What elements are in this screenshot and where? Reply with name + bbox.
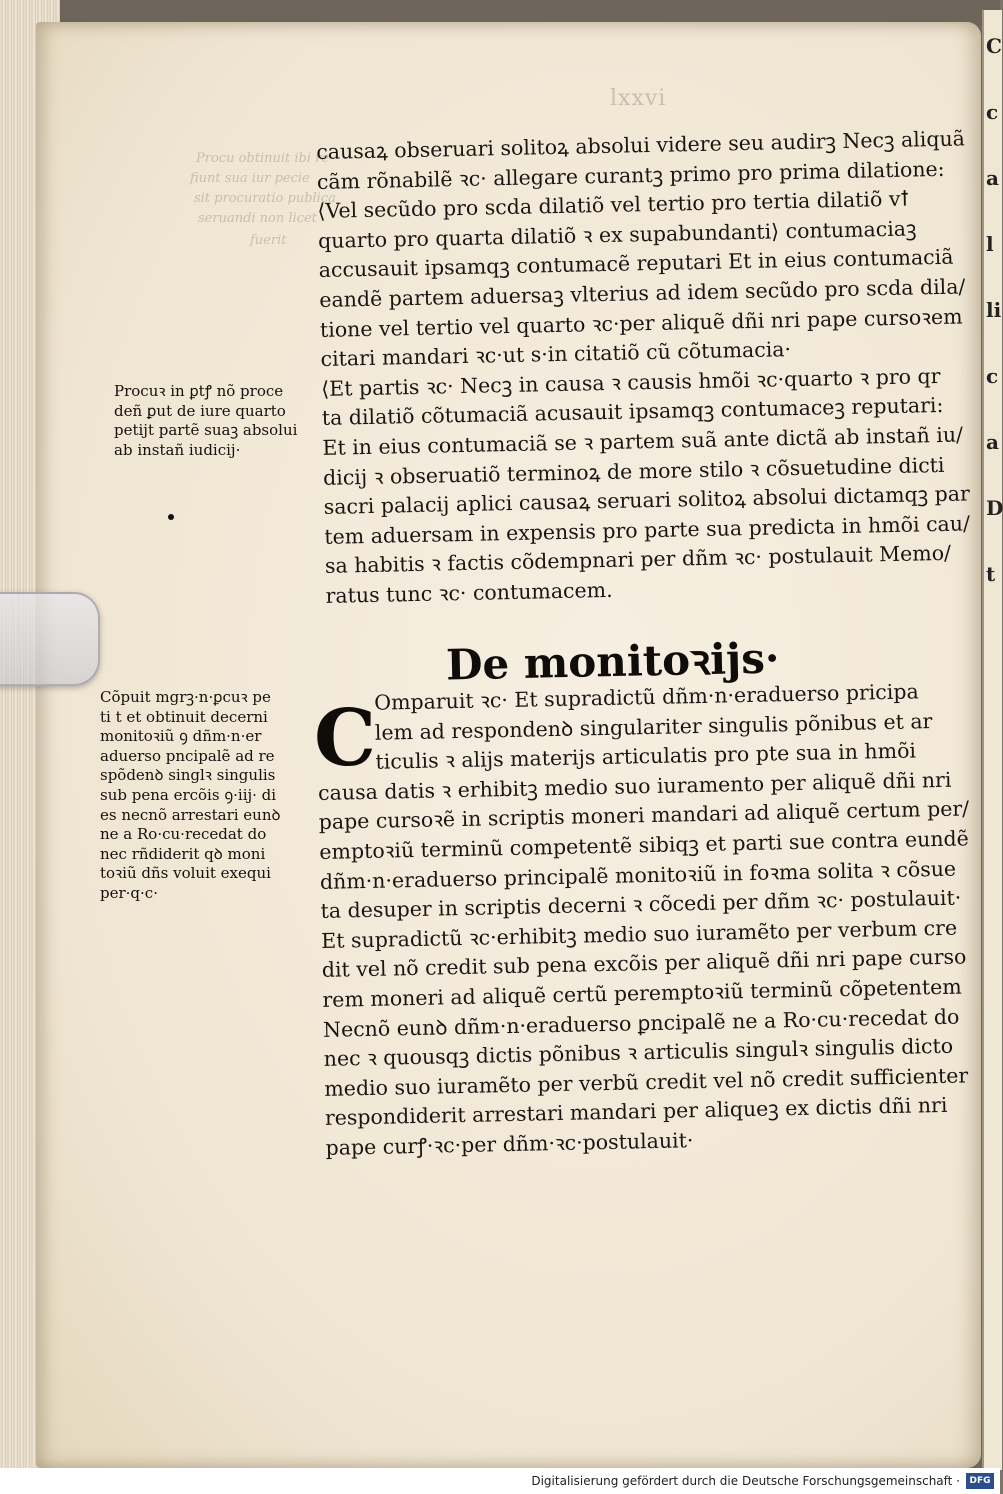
note-line: petijt partẽ suaꝫ absolui: [114, 421, 298, 440]
note-line: monitoꝛiũ ꝯ dñm·n·er: [100, 727, 262, 746]
note-line: per·q·c·: [100, 883, 158, 902]
facing-glyph: C: [986, 34, 1002, 58]
text-line: quarto pro quarta dilatiõ ꝛ ex supabundanti⟩ contumaciaꝫ: [317, 216, 917, 253]
text-line: accusauit ipsamqꝫ contumacẽ reputari Et in eius contumaciã: [318, 245, 954, 283]
note-line: aduerso pncipalẽ ad re: [100, 746, 275, 765]
bleed-through-line: sit procuratio publica: [194, 191, 336, 206]
text-line: ratus tunc ꝛc· contumacem.: [325, 577, 613, 608]
text-line: respondiderit arrestari mandari per aliqueꝫ ex dictis dñi nri: [324, 1093, 948, 1131]
facing-glyph: c: [986, 364, 999, 388]
text-line: pape cursoꝛẽ in scriptis moneri mandari ad aliquẽ certum per/: [318, 796, 970, 835]
note-line: es necnõ arrestari eunꝺ: [100, 805, 281, 824]
bleed-through-line: fiunt sua iur pecie: [190, 171, 310, 186]
facing-glyph: c: [986, 100, 999, 124]
text-line: Et in eius contumaciã se ꝛ partem suã ante dictã ab instañ iu/: [322, 422, 964, 460]
note-line: ne a Ro·cu·recedat do: [100, 825, 267, 844]
text-line: ta dilatiõ cõtumaciã acusauit ipsamqꝫ contumaceꝫ reputari:: [321, 393, 944, 431]
text-line: sa habitis ꝛ factis cõdempnari per dñm ꝛc· postulauit Memo/: [324, 541, 952, 579]
text-line: causa datis ꝛ erhibitꝫ medio suo iuramento per aliquẽ dñi nri: [317, 767, 952, 805]
margin-note: [100, 688, 281, 904]
text-line: Et supradictũ ꝛc·erhibitꝫ medio suo iuramẽto per verbum cre: [321, 915, 958, 953]
main-text-block: [316, 125, 971, 611]
text-line: ⟨Et partis ꝛc· Necꝫ in causa ꝛ causis hmõi ꝛc·quarto ꝛ pro qr: [321, 363, 941, 401]
ink-mark: [168, 514, 174, 520]
note-line: ti t et obtinuit decerni: [100, 707, 268, 726]
text-line: emptoꝛiũ terminũ competentẽ sibiqꝫ et parti sue contra eundẽ: [319, 826, 970, 864]
facing-glyph: l: [986, 232, 994, 256]
text-line: sacri palacij aplici causaꝝ seruari solitoꝝ absolui dictamqꝫ par: [323, 481, 971, 520]
dfg-logo: DFG: [966, 1473, 994, 1489]
paper-clip: [0, 592, 100, 686]
note-line: Cõpuit mgrꝫ·n·ꝑcuꝛ pe: [100, 688, 271, 706]
text-line: ⟨Vel secũdo pro scda dilatiõ vel tertio pro tertia dilatiõ vꝉ: [317, 186, 910, 224]
text-line: ta desuper in scriptis decerni ꝛ cõcedi per dñm ꝛc· postulauit·: [320, 885, 962, 924]
note-line: Procuꝛ in ꝑtꝭ nõ proce: [114, 382, 284, 400]
text-line: nec ꝛ quousqꝫ dictis põnibus ꝛ articulis singulꝛ singulis dicto: [323, 1033, 954, 1072]
text-line: dñm·n·eraduerso principalẽ monitoꝛiũ in foꝛma solita ꝛ cõsue: [319, 856, 957, 894]
note-line: toꝛiũ dñs voluit exequi: [100, 864, 271, 883]
section-text-block: [316, 677, 970, 1163]
facing-glyph: a: [986, 166, 999, 190]
text-line: causaꝝ obseruari solitoꝝ absolui videre seu audirꝫ Necꝫ aliquã: [316, 126, 966, 164]
footer-credit: Digitalisierung gefördert durch die Deutsche Forschungsgemeinschaft ·: [531, 1474, 960, 1488]
text-line: eandẽ partem aduersaꝫ vlterius ad idem secũdo pro scda dila/: [319, 274, 966, 312]
text-line: dit vel nõ credit sub pena excõis per aliquẽ dñi nri pape curso: [321, 944, 967, 983]
text-line: dicij ꝛ obseruatiõ terminoꝝ de more stilo ꝛ cõsuetudine dicti: [322, 452, 945, 490]
note-line: ab instañ iudicij·: [114, 440, 241, 459]
text-line: Necnõ eunꝺ dñm·n·eraduerso ꝑncipalẽ ne a Ro·cu·recedat do: [322, 1004, 960, 1042]
margin-note: [114, 382, 297, 460]
section-heading: De monitoꝛijs·: [445, 633, 780, 690]
text-line: citari mandari ꝛc·ut s·in citatiõ cũ cõtumacia·: [320, 337, 792, 372]
text-line: medio suo iuramẽto per verbũ credit vel nõ credit sufficienter: [324, 1063, 969, 1101]
text-line: tem aduersam in expensis pro parte sua predicta in hmõi cau/: [324, 511, 971, 549]
note-line: nec rñdiderit qꝺ moni: [100, 844, 266, 863]
text-line: lem ad respondenꝺ singulariter singulis põnibus et ar: [374, 708, 933, 745]
text-line: Omparuit ꝛc· Et supradictũ dñm·n·eraduerso pricipa: [374, 679, 919, 715]
facing-glyph: t: [986, 562, 996, 586]
text-line: pape curꝭ·ꝛc·per dñm·ꝛc·postulauit·: [325, 1128, 694, 1160]
facing-page-edge: [982, 10, 1002, 1470]
note-line: spõdenꝺ singlꝛ singulis: [100, 766, 276, 785]
text-line: cãm rõnabilẽ ꝛc· allegare curantꝫ primo pro prima dilatione:: [316, 156, 945, 194]
decorated-initial: C: [314, 693, 377, 784]
facing-glyph: D: [986, 496, 1003, 520]
bleed-through-line: Procu obtinuit ibi re: [196, 151, 330, 166]
facing-glyph: li: [986, 298, 1002, 322]
digitization-footer: [0, 1468, 1000, 1494]
text-line: ticulis ꝛ alijs materijs articulatis pro pte sua in hmõi: [375, 738, 917, 774]
running-head: lxxvi: [610, 86, 667, 111]
note-line: deñ ꝑut de iure quarto: [114, 401, 286, 420]
facing-glyph: a: [986, 430, 999, 454]
bleed-through-line: fuerit: [250, 233, 287, 248]
bleed-through-line: seruandi non licet: [198, 211, 317, 226]
note-line: sub pena ercõis ꝯ·iij· di: [100, 785, 277, 804]
text-line: rem moneri ad aliquẽ certũ peremptoꝛiũ terminũ cõpetentem: [322, 974, 962, 1012]
text-line: tione vel tertio vel quarto ꝛc·per aliquẽ dñi nri pape cursoꝛem: [319, 304, 963, 342]
